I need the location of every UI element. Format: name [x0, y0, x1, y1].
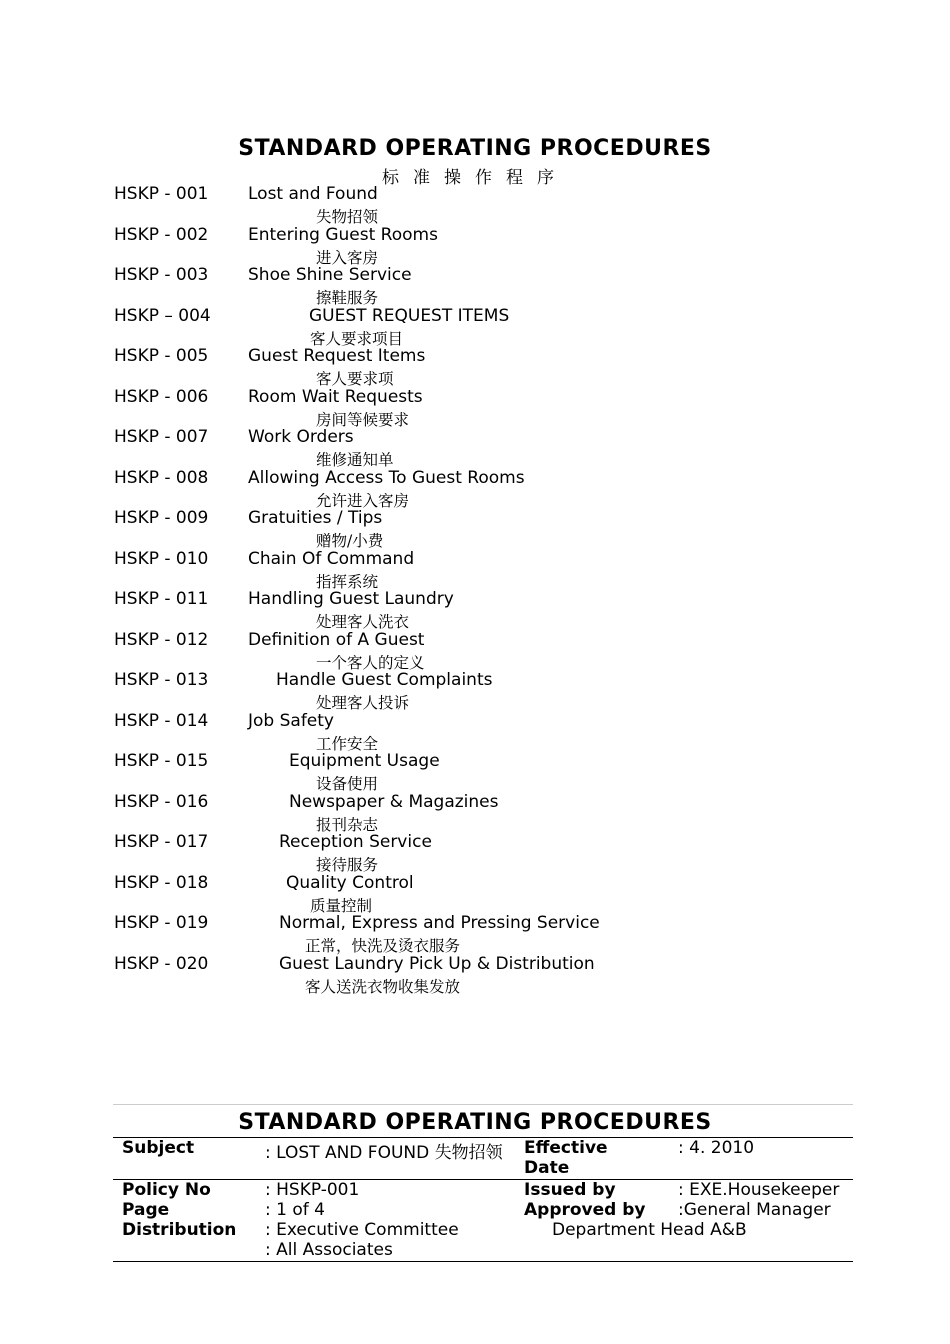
procedure-name: GUEST REQUEST ITEMS [309, 305, 510, 326]
effective-label: Effective [524, 1138, 608, 1158]
subject-value: : LOST AND FOUND 失物招领 [265, 1143, 503, 1163]
procedure-item [114, 427, 874, 467]
procedure-code: HSKP - 010 [114, 548, 209, 569]
form-top-divider [113, 1104, 853, 1105]
policy-label: Policy No [122, 1180, 211, 1200]
procedure-code: HSKP - 020 [114, 953, 209, 974]
procedure-item [114, 387, 874, 427]
procedure-code: HSKP - 002 [114, 224, 209, 245]
procedure-item [114, 954, 874, 994]
procedure-name: Reception Service [279, 832, 432, 852]
approved-value-2: Department Head A&B [552, 1220, 747, 1240]
procedure-code: HSKP - 015 [114, 751, 209, 771]
procedure-item [114, 225, 874, 265]
procedure-name: Work Orders [248, 427, 354, 447]
procedure-item [114, 508, 874, 548]
procedure-item [114, 670, 874, 710]
issued-value: : EXE.Housekeeper [678, 1180, 840, 1200]
approved-label: Approved by [524, 1200, 646, 1220]
procedure-item [114, 873, 874, 913]
page-value: : 1 of 4 [265, 1200, 325, 1220]
document-title: STANDARD OPERATING PROCEDURES [238, 136, 712, 161]
procedure-name-cn: 失物招领 [316, 208, 379, 226]
procedure-name-cn: 客人要求项目 [310, 329, 404, 348]
procedure-name-cn: 客人要求项 [316, 370, 394, 388]
procedure-name: Allowing Access To Guest Rooms [248, 467, 525, 488]
procedure-item [114, 832, 874, 872]
procedure-name-cn: 处理客人投诉 [316, 694, 410, 712]
procedure-name: Entering Guest Rooms [248, 224, 438, 245]
procedure-code: HSKP - 009 [114, 508, 209, 528]
procedure-item [114, 751, 874, 791]
procedure-code: HSKP - 016 [114, 791, 209, 812]
procedure-item [114, 468, 874, 508]
page-label: Page [122, 1200, 170, 1220]
procedure-name: Handling Guest Laundry [248, 589, 454, 609]
procedure-name: Room Wait Requests [248, 386, 423, 407]
distribution-value-1: : Executive Committee [265, 1220, 459, 1240]
procedure-item [114, 711, 874, 751]
procedure-name-cn: 擦鞋服务 [316, 289, 379, 307]
document-subtitle-cn: 标准操作程序 [382, 168, 568, 188]
procedure-code: HSKP - 008 [114, 467, 209, 488]
procedure-name-cn: 报刊杂志 [316, 815, 379, 834]
procedure-name: Guest Laundry Pick Up & Distribution [279, 953, 595, 974]
procedure-code: HSKP - 018 [114, 872, 209, 893]
procedure-item [114, 184, 874, 224]
procedure-code: HSKP - 019 [114, 913, 209, 933]
procedure-item [114, 792, 874, 832]
procedure-name-cn: 进入客房 [316, 248, 379, 267]
distribution-value-2: : All Associates [265, 1240, 393, 1260]
procedure-code: HSKP - 013 [114, 670, 209, 690]
procedure-name: Job Safety [248, 710, 334, 731]
procedure-code: HSKP - 014 [114, 710, 209, 731]
procedure-code: HSKP - 012 [114, 629, 209, 650]
procedure-item [114, 265, 874, 305]
procedure-name-cn: 质量控制 [310, 896, 373, 915]
procedure-name-cn: 一个客人的定义 [316, 653, 425, 672]
procedure-code: HSKP - 001 [114, 184, 209, 204]
procedure-name-cn: 维修通知单 [316, 451, 394, 469]
procedure-item [114, 346, 874, 386]
procedure-item [114, 549, 874, 589]
issued-label: Issued by [524, 1180, 616, 1200]
procedure-name-cn: 设备使用 [316, 775, 379, 793]
procedure-name-cn: 正常，快洗及烫衣服务 [305, 937, 461, 955]
form-title: STANDARD OPERATING PROCEDURES [238, 1110, 712, 1135]
procedure-name: Lost and Found [248, 184, 378, 204]
procedure-code: HSKP - 003 [114, 265, 209, 285]
procedure-name-cn: 房间等候要求 [316, 410, 410, 429]
procedure-name: Equipment Usage [289, 751, 440, 771]
procedure-name-cn: 允许进入客房 [316, 491, 410, 510]
procedure-name: Gratuities / Tips [248, 508, 383, 528]
procedure-code: HSKP - 017 [114, 832, 209, 852]
procedure-code: HSKP – 004 [114, 305, 211, 326]
approved-value: :General Manager [678, 1200, 831, 1220]
procedure-code: HSKP - 005 [114, 346, 209, 366]
procedure-name: Shoe Shine Service [248, 265, 412, 285]
procedure-code: HSKP - 007 [114, 427, 209, 447]
policy-value: : HSKP-001 [265, 1180, 360, 1200]
procedure-name: Normal, Express and Pressing Service [279, 913, 600, 933]
procedure-name-cn: 赠物/小费 [316, 532, 384, 550]
procedure-name: Definition of A Guest [248, 629, 425, 650]
procedure-name-cn: 指挥系统 [316, 572, 379, 591]
procedure-name: Handle Guest Complaints [276, 670, 493, 690]
procedure-name-cn: 客人送洗衣物收集发放 [305, 977, 461, 996]
procedure-code: HSKP - 011 [114, 589, 209, 609]
form-bottom-divider [113, 1261, 853, 1262]
procedure-item [114, 306, 874, 346]
procedure-name: Newspaper & Magazines [289, 791, 499, 812]
effective-label-date: Date [524, 1158, 570, 1178]
procedure-name-cn: 处理客人洗衣 [316, 613, 410, 631]
procedure-name-cn: 接待服务 [316, 856, 379, 874]
procedure-name-cn: 工作安全 [316, 734, 379, 753]
procedure-name: Guest Request Items [248, 346, 426, 366]
procedure-item [114, 589, 874, 629]
procedure-code: HSKP - 006 [114, 386, 209, 407]
procedure-item [114, 630, 874, 670]
subject-label: Subject [122, 1138, 195, 1158]
procedure-name: Chain Of Command [248, 548, 415, 569]
procedure-item [114, 913, 874, 953]
distribution-label: Distribution [122, 1220, 237, 1240]
procedure-name: Quality Control [286, 872, 414, 893]
effective-value: : 4. 2010 [678, 1138, 755, 1158]
